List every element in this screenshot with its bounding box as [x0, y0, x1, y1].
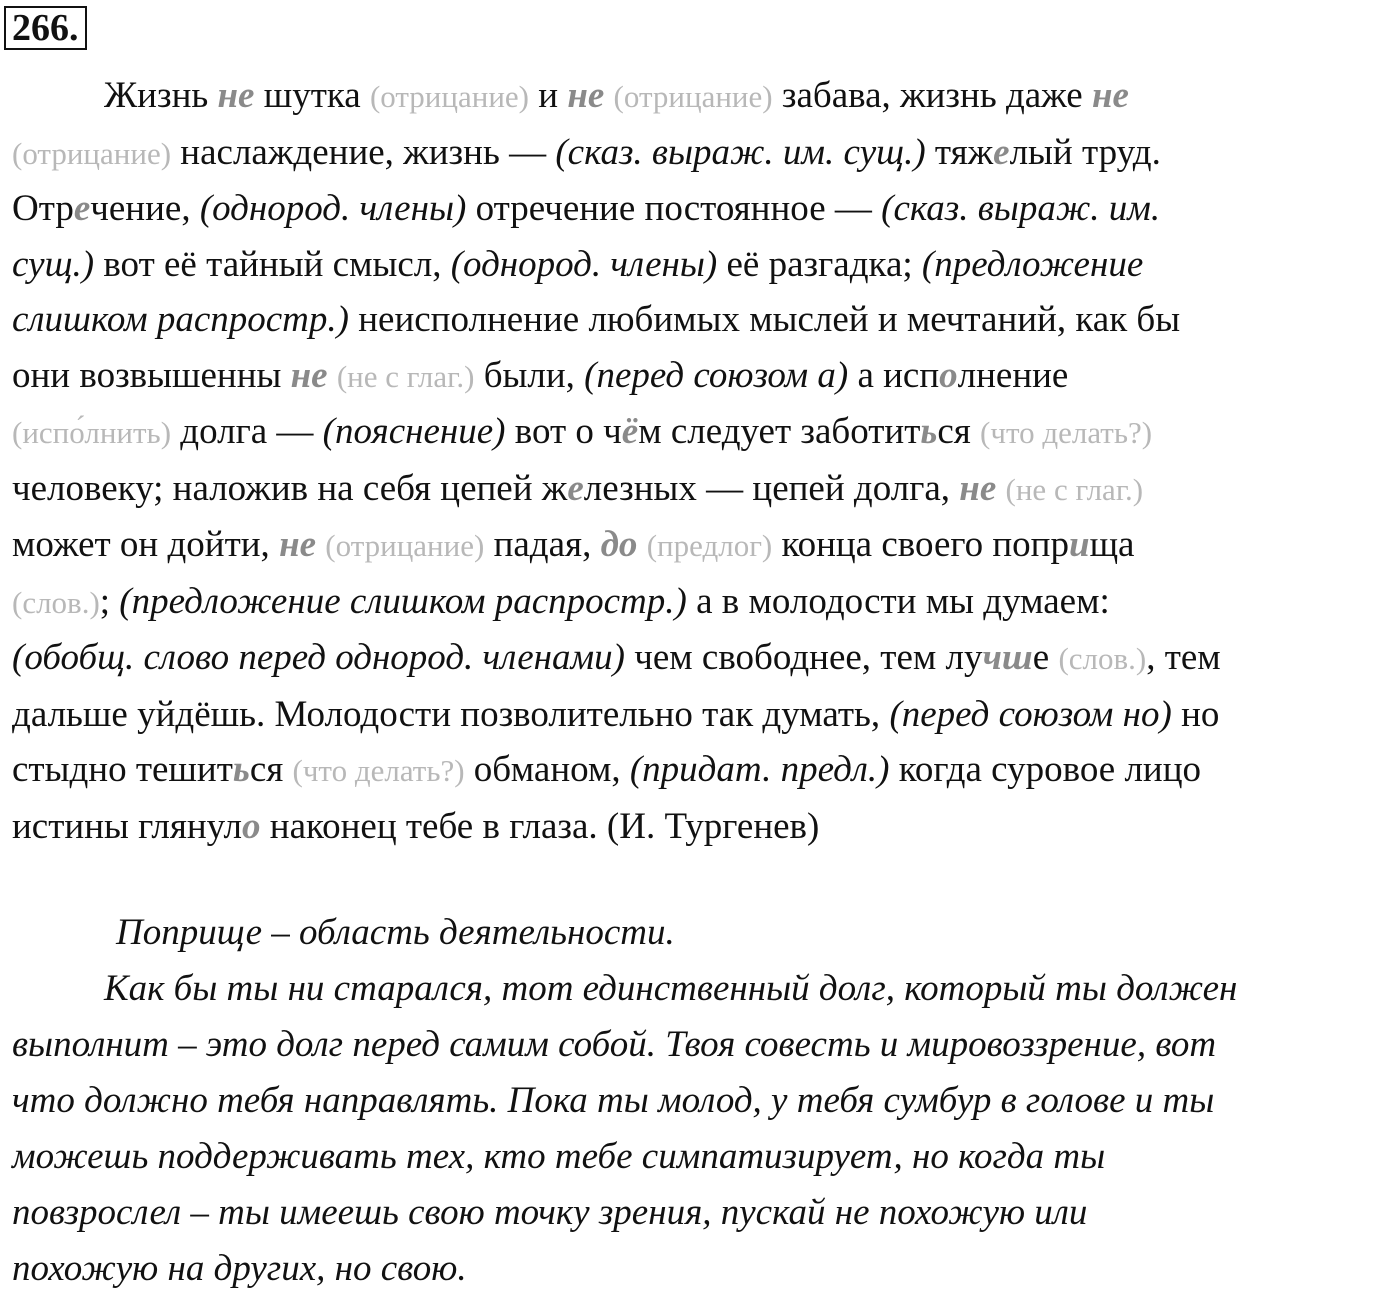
footnote-line-6: похожую на других, но свою.: [12, 1248, 467, 1289]
highlight: не: [1091, 75, 1129, 116]
text-line-8: человеку; наложив на себя цепей железных — цепей долга, не (не с глаг.): [12, 467, 1144, 509]
text-line-12: дальше уйдёшь. Молодости позволительно так думать, (перед союзом но) но: [12, 693, 1220, 735]
annotation: (перед союзом а): [584, 354, 849, 396]
text-line-7: (испо́лнить) долга — (пояснение) вот о чём следует заботиться (что делать?): [12, 411, 1153, 452]
annotation: (перед союзом но): [889, 693, 1172, 735]
text-line-6: они возвышенны не (не с глаг.) были, (перед союзом а) а исполнение: [12, 354, 1069, 396]
annotation: (предложение слишком распростр.): [119, 580, 687, 622]
text-line-14: истины глянуло наконец тебе в глаза. (И. Тургенев): [12, 805, 820, 847]
grammar-note: (слов.): [12, 584, 100, 620]
highlight: е: [993, 131, 1010, 173]
annotation: (пояснение): [322, 411, 506, 452]
highlight: е: [567, 467, 584, 509]
highlight: не: [567, 75, 605, 116]
footnote-line-5: повзрослел – ты имеешь свою точку зрения, пускай не похожую или: [12, 1192, 1088, 1233]
grammar-note: (отрицание): [12, 135, 172, 171]
grammar-note: (не с глаг.): [336, 358, 475, 394]
annotation: слишком распростр.): [12, 299, 349, 340]
text-line-9: может он дойти, не (отрицание) падая, до (предлог) конца своего поприща: [12, 524, 1135, 565]
highlight: е: [73, 188, 91, 229]
highlight: ё: [621, 411, 639, 452]
exercise-text: [12, 68, 1400, 854]
text-line-5: слишком распростр.) неисполнение любимых мыслей и мечтаний, как бы: [12, 299, 1181, 340]
annotation: (обобщ. слово перед однород. членами): [12, 637, 625, 678]
highlight: ь: [232, 749, 250, 790]
highlight: не: [290, 354, 328, 396]
annotation: (сказ. выраж. им. сущ.): [555, 131, 926, 173]
text-line-1: Жизнь не шутка (отрицание) и не (отрицание) забава, жизнь даже не: [104, 75, 1129, 116]
highlight: не: [279, 524, 317, 565]
grammar-note: (слов.): [1058, 641, 1147, 676]
grammar-note: (что делать?): [980, 415, 1153, 450]
exercise-number: 266.: [4, 6, 87, 50]
footnote-line-1: Как бы ты ни старался, тот единственный долг, который ты должен: [104, 968, 1238, 1009]
text-line-13: стыдно тешиться (что делать?) обманом, (придат. предл.) когда суровое лицо: [12, 749, 1202, 790]
text-line-11: (обобщ. слово перед однород. членами) чем свободнее, тем лучше (слов.), тем: [12, 637, 1221, 678]
highlight: не: [217, 75, 255, 116]
highlight: о: [242, 805, 261, 847]
highlight: чш: [982, 637, 1033, 678]
text-line-10: (слов.); (предложение слишком распростр.) а в молодости мы думаем:: [12, 580, 1110, 622]
grammar-note: (отрицание): [613, 79, 773, 114]
footnote-line-4: можешь поддерживать тех, кто тебе симпатизирует, но когда ты: [12, 1136, 1106, 1177]
footnote-line-3: что должно тебя направлять. Пока ты молод, у тебя сумбур в голове и ты: [12, 1080, 1215, 1121]
grammar-note: (испо́лнить): [12, 415, 172, 450]
footnote-definition: Поприще – область деятельности.: [116, 912, 675, 953]
text-line-3: Отречение, (однород. члены) отречение постоянное — (сказ. выраж. им.: [12, 188, 1161, 229]
footnote-line-2: выполнит – это долг перед самим собой. Твоя совесть и мировоззрение, вот: [12, 1024, 1217, 1065]
highlight: и: [1068, 524, 1090, 565]
grammar-note: (что делать?): [292, 753, 465, 788]
highlight: до: [600, 524, 638, 565]
highlight: не: [959, 467, 997, 509]
annotation: (сказ. выраж. им.: [881, 188, 1161, 229]
footnote: [12, 905, 1400, 1297]
text-line-4: сущ.) вот её тайный смысл, (однород. члены) её разгадка; (предложение: [12, 243, 1144, 285]
annotation: сущ.): [12, 243, 95, 285]
highlight: ь: [920, 411, 938, 452]
annotation: (предложение: [921, 243, 1144, 285]
grammar-note: (отрицание): [325, 528, 485, 563]
annotation: (придат. предл.): [629, 749, 890, 790]
highlight: о: [939, 354, 958, 396]
annotation: (однород. члены): [450, 243, 718, 285]
grammar-note: (не с глаг.): [1005, 471, 1144, 507]
annotation: (однород. члены): [199, 188, 467, 229]
grammar-note: (отрицание): [369, 79, 530, 114]
grammar-note: (предлог): [646, 528, 773, 563]
text-line-2: (отрицание) наслаждение, жизнь — (сказ. выраж. им. сущ.) тяжелый труд.: [12, 131, 1161, 173]
